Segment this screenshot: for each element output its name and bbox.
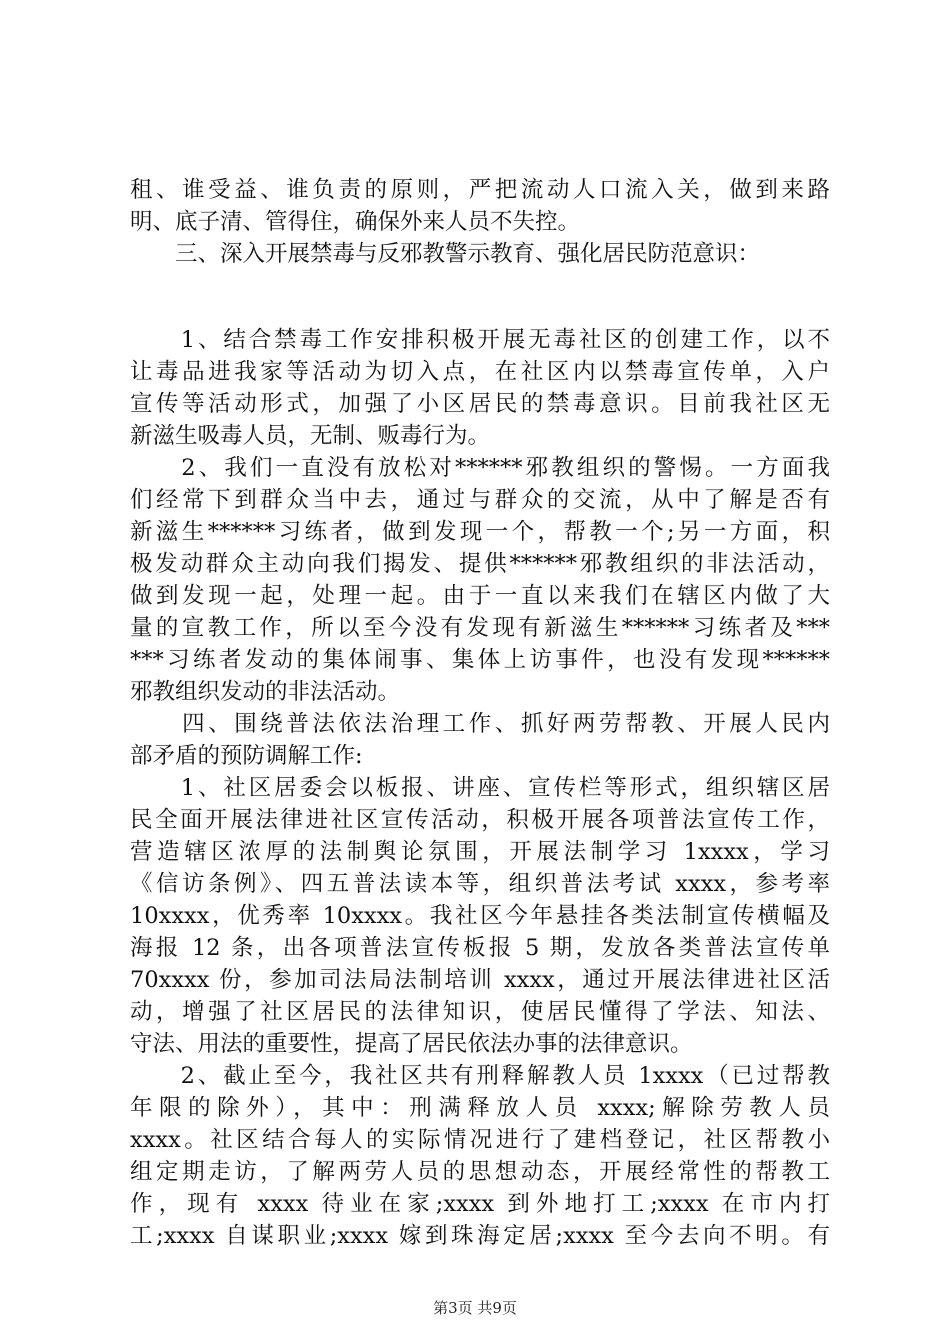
- text-line: 2、我们一直没有放松对******邪教组织的警惕。一方面我: [130, 455, 830, 481]
- text-line: 新滋生吸毒人员，无制、贩毒行为。: [130, 423, 491, 449]
- text-line: 动，增强了社区居民的法律知识，使居民懂得了学法、知法、: [130, 999, 830, 1025]
- text-line: 邪教组织发动的非法活动。: [130, 679, 401, 705]
- text-line: 海报 12 条，出各项普法宣传板报 5 期，发放各类普法宣传单: [130, 935, 830, 961]
- document-body: [130, 174, 830, 1252]
- text-line: 做到发现一起，处理一起。由于一直以来我们在辖区内做了大: [130, 583, 830, 609]
- text-line: 70xxxx 份，参加司法局法制培训 xxxx，通过开展法律进社区活: [130, 967, 830, 993]
- text-line: 守法、用法的重要性，提高了居民依法办事的法律意识。: [130, 1031, 693, 1057]
- text-line: 民全面开展法律进社区宣传活动，积极开展各项普法宣传工作，: [130, 807, 830, 833]
- text-line: 作，现有 xxxx 待业在家;xxxx 到外地打工;xxxx 在市内打: [130, 1191, 830, 1217]
- section-heading: 三、深入开展禁毒与反邪教警示教育、强化居民防范意识：: [130, 241, 761, 267]
- paragraph-gap: [130, 270, 830, 324]
- page-number-footer: 第3页 共9页: [433, 1299, 517, 1317]
- text-line: 1、结合禁毒工作安排积极开展无毒社区的创建工作，以不: [130, 327, 830, 353]
- text-line: 年限的除外），其中：刑满释放人员 xxxx;解除劳教人员: [130, 1095, 830, 1121]
- text-line: 让毒品进我家等活动为切入点，在社区内以禁毒宣传单，入户: [130, 359, 830, 385]
- text-line: 明、底子清、管得住，确保外来人员不失控。: [130, 209, 581, 235]
- text-line: 10xxxx，优秀率 10xxxx。我社区今年悬挂各类法制宣传横幅及: [130, 903, 830, 929]
- text-line: 工;xxxx 自谋职业;xxxx 嫁到珠海定居;xxxx 至今去向不明。有: [130, 1223, 830, 1249]
- text-line: 极发动群众主动向我们揭发、提供******邪教组织的非法活动，: [130, 551, 830, 577]
- text-line: xxxx。社区结合每人的实际情况进行了建档登记，社区帮教小: [130, 1127, 830, 1153]
- section-heading: 四、围绕普法依法治理工作、抓好两劳帮教、开展人民内: [130, 711, 830, 737]
- text-line: ***习练者发动的集体闹事、集体上访事件，也没有发现******: [130, 647, 830, 673]
- text-line: 量的宣教工作，所以至今没有发现有新滋生******习练者及***: [130, 615, 830, 641]
- text-line: 宣传等活动形式，加强了小区居民的禁毒意识。目前我社区无: [130, 391, 830, 417]
- text-line: 2、截止至今，我社区共有刑释解教人员 1xxxx（已过帮教: [130, 1063, 830, 1089]
- text-line: 们经常下到群众当中去，通过与群众的交流，从中了解是否有: [130, 487, 830, 513]
- text-line: 新滋生******习练者，做到发现一个，帮教一个;另一方面，积: [130, 519, 830, 545]
- text-line: 《信访条例》、四五普法读本等，组织普法考试 xxxx，参考率: [130, 871, 830, 897]
- text-line: 组定期走访，了解两劳人员的思想动态，开展经常性的帮教工: [130, 1159, 830, 1185]
- text-line: 租、谁受益、谁负责的原则，严把流动人口流入关，做到来路: [130, 177, 830, 203]
- text-line: 营造辖区浓厚的法制舆论氛围，开展法制学习 1xxxx，学习: [130, 839, 830, 865]
- text-line: 1、社区居委会以板报、讲座、宣传栏等形式，组织辖区居: [130, 775, 830, 801]
- section-heading: 部矛盾的预防调解工作:: [130, 743, 363, 769]
